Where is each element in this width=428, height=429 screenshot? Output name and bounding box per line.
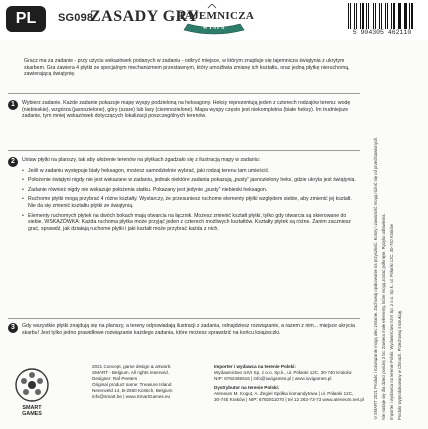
credit-line: 2021 Concept, game design & artwork: bbox=[92, 364, 172, 369]
divider bbox=[8, 318, 360, 319]
divider bbox=[8, 93, 360, 94]
product-code: SG098 bbox=[58, 12, 94, 24]
barcode-bar bbox=[368, 3, 369, 29]
barcode-bar bbox=[409, 3, 410, 29]
barcode-bar bbox=[383, 3, 384, 29]
importer-line: NIP: 6762465516 | info@iuvigames.pl | www.iuvigames.pl bbox=[214, 376, 332, 381]
logo-text-bottom: WYSPA bbox=[202, 26, 226, 31]
smartgames-logo bbox=[14, 367, 50, 421]
credit-line: Nerenveld 14, B-2550 Kontich, Belgium bbox=[92, 388, 173, 393]
header-bar bbox=[0, 0, 428, 40]
barcode-bar bbox=[350, 3, 351, 29]
barcode-number: 5 904305 462110 bbox=[352, 29, 412, 36]
barcode-bar bbox=[393, 3, 395, 29]
barcode-bar bbox=[402, 3, 403, 29]
divider bbox=[8, 150, 360, 151]
barcode-bar bbox=[379, 3, 380, 29]
credit-line: Original product name: Treasure Island bbox=[92, 382, 172, 387]
barcode-bar bbox=[396, 3, 397, 29]
credit-line: Designer: Raf Peeters bbox=[92, 376, 138, 381]
step-1 bbox=[8, 100, 358, 146]
barcode-bar bbox=[404, 3, 405, 29]
step-text: Ustaw płytki na planszy, tak aby ułożenie terenów na płytkach zgadzało się z ilustracją mapy w zadaniu: bbox=[22, 157, 261, 163]
step-text: Gdy wszystkie płytki znajdują się na planszy, a tereny odpowiadają ilustracji z zadania, odnajdziesz rozwiązanie, a razem z nim... miejsce ukrycia skarbu! Jest tylko jedno prawidłowe rozwiązanie każdego zadania, które możesz sprawdzić na końcu książeczki. bbox=[22, 323, 355, 336]
barcode-bar bbox=[366, 3, 367, 29]
step-3 bbox=[8, 323, 358, 357]
barcode-bar bbox=[389, 3, 390, 29]
logo-text: SMART GAMES bbox=[22, 405, 42, 417]
barcode-bar bbox=[408, 3, 409, 29]
barcode-bar bbox=[399, 3, 400, 29]
barcode-bar bbox=[357, 3, 359, 29]
bullet-item: • Jeśli w zadaniu występuje biały heksagon, możesz samodzielnie wybrać, jaki rodzaj terenu tam umieścić. bbox=[22, 168, 360, 175]
side-text-line: Produkt wyprodukowany w Chinach. Przechowuj instrukcję. bbox=[397, 309, 402, 420]
distributor-line: 30-740 Kraków | NIP: 6792811070 | tel 12 263-73-73 www.ateneum.net.pl bbox=[214, 397, 364, 402]
language-tab: PL bbox=[6, 6, 46, 32]
step-number: 2 bbox=[8, 157, 18, 167]
barcode-bar bbox=[356, 3, 357, 29]
barcode-bar bbox=[362, 3, 363, 29]
distributor-line: Ateneum M. Kogut, A. Żegiel Spółka komandytowa | ul. Półanki 12C, bbox=[214, 391, 354, 396]
page-title: ZASADY GRY bbox=[90, 8, 200, 25]
barcode-bar bbox=[365, 3, 366, 29]
game-logo bbox=[178, 4, 255, 38]
side-text-line: Importer i wydawca na terenie Polski: Wydawnictwo IUVI Sp. z o.o. Sp.k., ul. Półanki 12C, 30-740 Kraków bbox=[389, 224, 394, 420]
step-bullets bbox=[22, 168, 360, 233]
barcode-bar bbox=[381, 3, 382, 29]
barcode-bar bbox=[373, 3, 374, 29]
barcode-bar bbox=[376, 3, 378, 29]
step-number: 3 bbox=[8, 323, 18, 333]
importer-title: Importer i wydawca na terenie Polski: bbox=[214, 364, 296, 369]
barcode-bar bbox=[360, 3, 361, 29]
barcode-bar bbox=[351, 3, 352, 29]
barcode-bar bbox=[411, 3, 413, 29]
barcode-bar bbox=[348, 3, 349, 29]
bullet-item: • Położenie świątyni nigdy nie jest wskazane w zadaniu, jednak niektóre zadania pokazują „pusty” jasnozielony heks, gdzie ukryta jest świątynia. bbox=[22, 177, 360, 184]
importer-line: Wydawnictwo IUVI Sp. z o.o. Sp.k., ul. Półanki 12C, 30-740 Kraków bbox=[214, 370, 352, 375]
barcode-bar bbox=[375, 3, 376, 29]
bullet-item: • Zadanie również nigdy nie wskazuje położenia statku. Pokazany jest jedynie „pusty” niebieski heksagon. bbox=[22, 187, 360, 194]
barcode-bar bbox=[370, 3, 371, 29]
step-text: Wybierz zadanie. Każde zadanie pokazuje mapę wyspy podzieloną na heksagony. Heksy reprezentują jeden z czterech rodzajów terenu: wodę (niebieskie), wzgórza (jasnozielone), góry (szare) lub lasy (ciemnozielone). Mapa wyspy często jest niekompletna (białe heksy). Im trudniejsze zadanie, tym mniej wskazówek dotyczących lokalizacji poszczególnych terenów. bbox=[22, 100, 351, 120]
step-number: 1 bbox=[8, 100, 18, 110]
barcode-bar bbox=[405, 3, 406, 29]
side-text-line: ©SMART 2021 Produkt i rozwiązanie mogą ulec zmianie. Zachowaj opakowanie na przyszłość. Kolory i zawartość mogą różnić się od przedstawionych. bbox=[373, 136, 378, 420]
barcode-bar bbox=[354, 3, 355, 29]
barcode bbox=[346, 3, 418, 39]
barcode-bar bbox=[385, 3, 386, 29]
step-content bbox=[22, 157, 360, 232]
distributor-title: Dystrybutor na terenie Polski: bbox=[214, 385, 280, 390]
logo-text-top: TAJEMNICZA bbox=[178, 10, 255, 22]
barcode-bar bbox=[414, 3, 415, 29]
bullet-item: • Ruchome płytki mogą przybrać 4 różne kształty. Wystarczy, że przesuniesz ruchome elementy płytki względem siebie, aby zmienić jej kształt. Nie da się zmienić kształtu płytki ze świątynią. bbox=[22, 196, 360, 209]
intro-paragraph: Gracz ma za zadanie - przy użyciu wskazówek podanych w zadaniu - odkryć miejsce, w którym znajduje się tajemnicza świątynia z ukrytym skarbem. Gra zawiera 4 płytki ze specjalnym mechanizmem przestawnym, który umożliwia zmianę ich kształtu, oraz jedną płytkę nieruchomą, zawierającą świątynię. bbox=[24, 58, 350, 78]
credit-line: SMART - Belgium. All rights reserved. bbox=[92, 370, 169, 375]
bullet-item: • Elementy ruchomych płytek na dwóch bokach mają otwarcia na łącznik. Możesz zmienić kształt płytki, tylko gdy otwarcia są skierowane do siebie. WSKAZÓWKA: Każda ruchoma płytka może przyjąć jeden z czterech możliwych kształtów. Kształty płytek są różne. Zanim zaczniesz grać, sprawdź, jak działają ruchome płytki i jaki kształt może przybrać każda z nich. bbox=[22, 213, 360, 233]
barcode-bar bbox=[391, 3, 392, 29]
step-2 bbox=[8, 157, 358, 317]
side-text-line: Nie nadaje się dla dzieci poniżej 3 lat. Zawiera małe elementy, które mogą zostać połknięte. Ryzyko udławienia. bbox=[381, 213, 386, 420]
barcode-bar bbox=[387, 3, 388, 29]
importer-block bbox=[214, 364, 384, 403]
barcode-bar bbox=[398, 3, 399, 29]
credit-line: info@smart.be | www.SmartGames.eu bbox=[92, 394, 171, 399]
credits bbox=[92, 364, 212, 400]
footer bbox=[0, 362, 428, 429]
